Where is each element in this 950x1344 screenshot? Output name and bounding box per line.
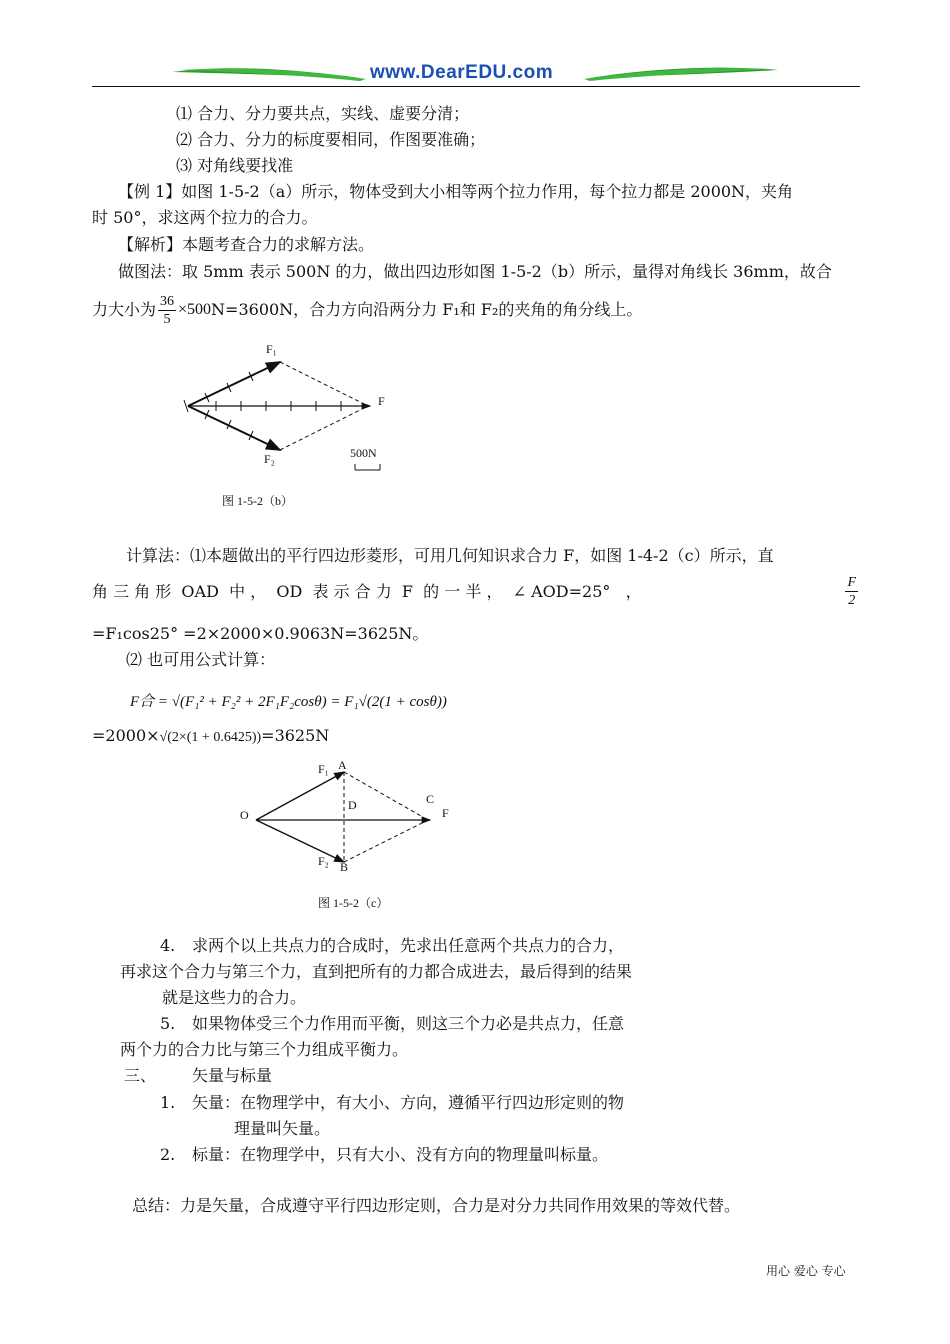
section-3-item-1-line-2: 理量叫矢量。 bbox=[234, 1119, 331, 1138]
formula-result-prefix: =2000× bbox=[92, 726, 160, 745]
fig-c-label-f: F bbox=[442, 806, 449, 820]
formula-result-radical: √(2×(1 + 0.6425)) bbox=[159, 730, 262, 745]
figure-c bbox=[236, 756, 466, 876]
footer-text: 用心 爱心 专心 bbox=[766, 1264, 846, 1278]
tip-1: ⑴ 合力、分力要共点，实线、虚要分清； bbox=[176, 104, 470, 123]
section-3-title: 矢量与标量 bbox=[192, 1066, 273, 1085]
calc-line-2 bbox=[92, 574, 860, 609]
fig-c-label-d: D bbox=[348, 798, 357, 812]
header-rule bbox=[92, 86, 860, 87]
force-parallelogram-diagram bbox=[180, 338, 410, 488]
point-4-line-2: 再求这个合力与第三个力，直到把所有的力都合成进去，最后得到的结果 bbox=[120, 962, 633, 981]
analysis-line: 【解析】本题考查合力的求解方法。 bbox=[118, 235, 375, 254]
figure-c-caption: 图 1-5-2（c） bbox=[318, 896, 389, 910]
graph-method-line-2 bbox=[92, 288, 642, 332]
section-3-item-2-number: 2. bbox=[160, 1145, 176, 1164]
calc-line-2-text: 角 三 角 形 OAD 中 ， OD 表 示 合 力 F 的 一 半 ， ∠ AOD=25° ， bbox=[92, 581, 642, 601]
point-4-line-1: 求两个以上共点力的合成时，先求出任意两个共点力的合力， bbox=[192, 936, 625, 955]
section-3-item-2-line-1: 标量：在物理学中，只有大小、没有方向的物理量叫标量。 bbox=[192, 1145, 609, 1164]
fig-c-label-f2: F₂ bbox=[318, 854, 329, 868]
tip-3: ⑶ 对角线要找准 bbox=[176, 156, 294, 175]
example-line-2: 时 50°，求这两个拉力的合力。 bbox=[92, 208, 318, 227]
tip-2: ⑵ 合力、分力的标度要相同，作图要准确； bbox=[176, 130, 486, 149]
formula-result-suffix: =3625N bbox=[261, 726, 330, 745]
section-3-item-1-number: 1. bbox=[160, 1093, 176, 1112]
formula-line: F合 = √(F₁² + F₂² + 2F₁F₂cosθ) = F₁√(2(1 + cosθ)) bbox=[130, 694, 447, 710]
calc-line-1: 计算法：⑴本题做出的平行四边形菱形，可用几何知识求合力 F，如图 1-4-2（c）所示，直 bbox=[126, 546, 774, 565]
point-5-line-1: 如果物体受三个力作用而平衡，则这三个力必是共点力，任意 bbox=[192, 1014, 625, 1033]
fig-b-label-f2: F₂ bbox=[264, 452, 275, 466]
summary: 总结：力是矢量，合成遵守平行四边形定则，合力是对分力共同作用效果的等效代替。 bbox=[132, 1196, 741, 1215]
fig-b-label-f1: F₁ bbox=[266, 342, 277, 356]
section-3-item-1-line-1: 矢量：在物理学中，有大小、方向，遵循平行四边形定则的物 bbox=[192, 1093, 625, 1112]
fraction-numerator: 36 bbox=[160, 293, 175, 309]
fig-c-label-b: B bbox=[340, 860, 349, 874]
fig-b-scale-label: 500N bbox=[350, 446, 377, 460]
formula-result bbox=[92, 726, 329, 748]
figure-b-caption: 图 1-5-2（b） bbox=[222, 494, 293, 508]
point-4-line-3: 就是这些力的合力。 bbox=[162, 988, 307, 1007]
fraction-denominator: 2 bbox=[848, 593, 856, 608]
fraction-36-over-5 bbox=[158, 293, 176, 328]
point-5-number: 5. bbox=[160, 1014, 176, 1033]
logo-text: www.DearEDU.com bbox=[370, 62, 554, 83]
formula-intro: ⑵ 也可用公式计算： bbox=[126, 650, 276, 669]
graph-method-prefix: 力大小为 bbox=[92, 300, 157, 319]
fig-c-label-c: C bbox=[426, 792, 435, 806]
fig-b-label-f: F bbox=[378, 394, 385, 408]
fig-c-label-f1: F₁ bbox=[318, 762, 329, 776]
fraction-f-over-2 bbox=[845, 574, 858, 609]
rhombus-geometry-diagram bbox=[236, 756, 466, 876]
point-5-line-2: 两个力的合力比与第三个力组成平衡力。 bbox=[120, 1040, 409, 1059]
calc-line-3: =F₁cos25° =2×2000×0.9063N=3625N。 bbox=[92, 624, 429, 643]
fig-c-label-a: A bbox=[338, 758, 347, 772]
point-4-number: 4. bbox=[160, 936, 176, 955]
figure-b bbox=[180, 338, 410, 488]
example-line-1: 【例 1】如图 1-5-2（a）所示，物体受到大小相等两个拉力作用，每个拉力都是 2000N，夹角 bbox=[118, 182, 794, 201]
fraction-numerator: F bbox=[847, 575, 856, 590]
graph-method-result: N=3600N，合力方向沿两分力 F₁和 F₂的夹角的角分线上。 bbox=[211, 300, 643, 319]
fig-c-label-o: O bbox=[240, 808, 249, 822]
section-3-number: 三、 bbox=[124, 1066, 157, 1085]
fraction-denominator: 5 bbox=[163, 311, 171, 327]
graph-method-multiplier: ×500 bbox=[178, 301, 212, 318]
graph-method-line-1: 做图法：取 5mm 表示 500N 的力，做出四边形如图 1-5-2（b）所示，量得对角线长 36mm，故合 bbox=[118, 262, 832, 281]
